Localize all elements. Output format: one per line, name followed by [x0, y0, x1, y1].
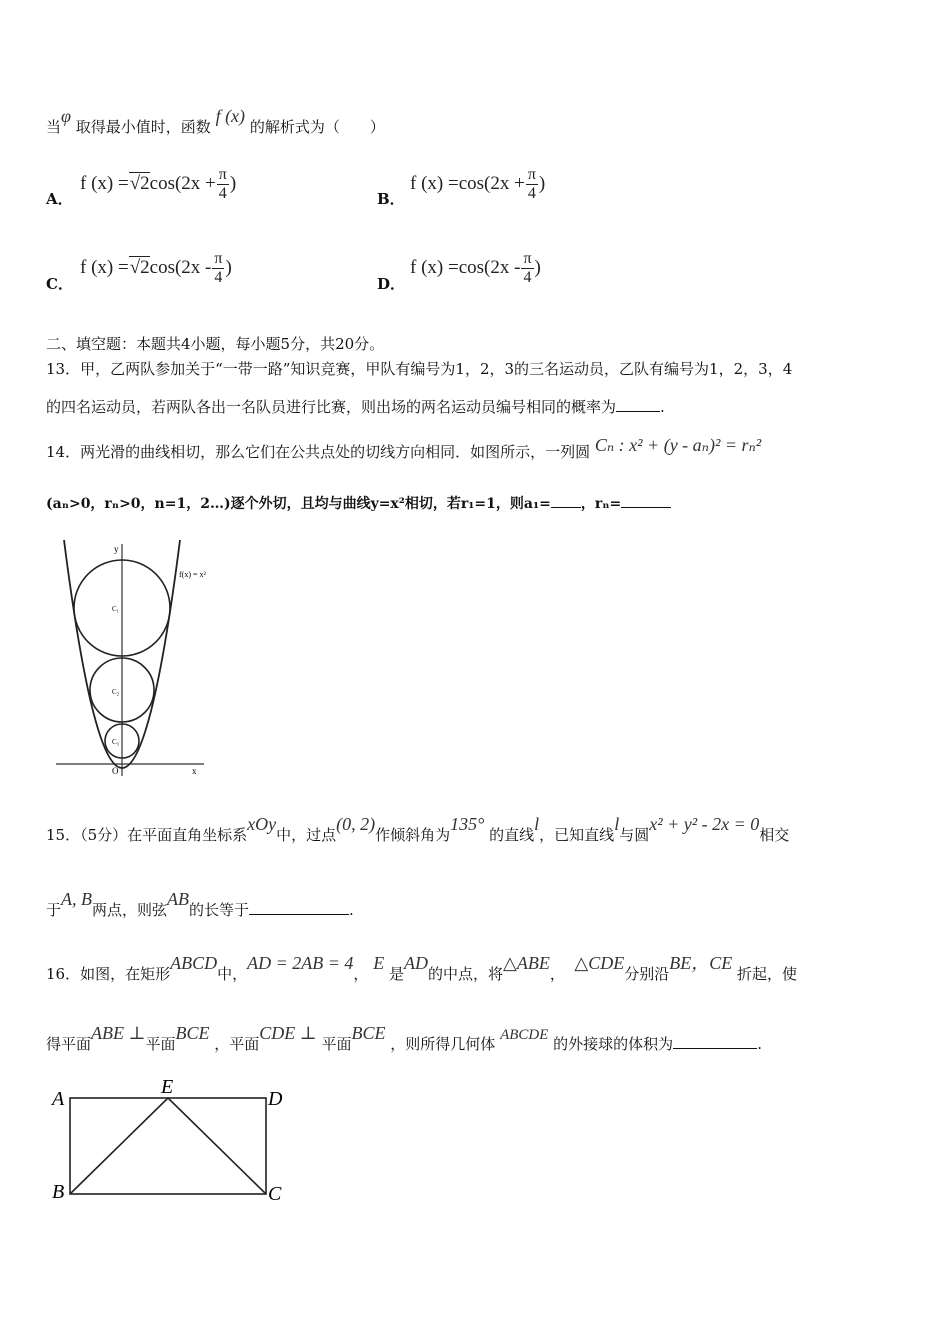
- option-label: C．: [46, 275, 73, 293]
- q12-mid: 取得最小值时，函数: [75, 118, 211, 136]
- option-formula: f (x) =cos(2x + $\frac{\pi}{4}$ ): [410, 166, 546, 202]
- label-b: B: [52, 1181, 65, 1203]
- answer-blank-rn[interactable]: [621, 507, 671, 508]
- label-e: E: [161, 1076, 174, 1098]
- q14-line1: 14．两光滑的曲线相切，那么它们在公共点处的切线方向相同．如图所示，一列圆 Cₙ : x² + (y - aₙ)² = rₙ²: [46, 435, 762, 461]
- q16-line2: 得平面ABE ⊥平面BCE ，平面CDE ⊥ 平面BCE ，则所得几何体 ABCDE 的外接球的体积为 .: [46, 1023, 762, 1053]
- q16-line1: 16．如图，在矩形ABCD中，AD = 2AB = 4， E 是AD的中点，将△ABE， △CDE分别沿BE，CE 折起，使: [46, 953, 798, 983]
- label-c: C: [268, 1183, 282, 1205]
- segment-ce: [168, 1098, 266, 1194]
- c3-label: C₃: [112, 738, 120, 746]
- q12-prefix: 当: [46, 118, 62, 136]
- option-formula: f (x) =cos(2x - $\frac{\pi}{4}$ ): [410, 250, 541, 286]
- q15-line1: 15．（5分）在平面直角坐标系xOy中，过点(0, 2)作倾斜角为135° 的直线l，已知直线l与圆x² + y² - 2x = 0相交: [46, 814, 790, 844]
- rectangle-abcd: [70, 1098, 266, 1194]
- q14-line2: (aₙ>0，rₙ>0，n=1，2…)逐个外切，且均与曲线y=x²相切，若r₁=1，则a₁= ，rₙ=: [46, 493, 671, 513]
- circle-equation: Cₙ : x² + (y - aₙ)² = rₙ²: [594, 435, 762, 455]
- curve-label: f(x) = x²: [179, 570, 206, 579]
- label-a: A: [52, 1088, 65, 1110]
- fx-symbol: f (x): [215, 106, 246, 126]
- y-label: y: [114, 544, 119, 554]
- option-formula: f (x) =√2cos(2x + $\frac{\pi}{4}$ ): [80, 166, 237, 202]
- x-label: x: [192, 766, 197, 776]
- answer-blank[interactable]: [673, 1048, 757, 1049]
- q13-line1: 13．甲，乙两队参加关于“一带一路”知识竞赛，甲队有编号为1，2，3的三名运动员，乙队有编号为1，2，3，4: [46, 360, 793, 378]
- c1-label: C₁: [112, 605, 120, 613]
- q13-line2: 的四名运动员，若两队各出一名队员进行比赛，则出场的两名运动员编号相同的概率为 .: [46, 398, 665, 416]
- section-heading: 二、填空题：本题共4小题，每小题5分，共20分。: [46, 335, 385, 353]
- option-label: D．: [377, 275, 406, 293]
- origin-label: O: [112, 766, 119, 776]
- answer-blank[interactable]: [616, 411, 660, 412]
- answer-blank[interactable]: [249, 914, 349, 915]
- q12-stem: [46, 106, 385, 137]
- rectangle-figure: [48, 1074, 298, 1209]
- phi-symbol: φ: [61, 106, 71, 126]
- c2-label: C₂: [112, 688, 120, 696]
- option-label: B．: [377, 190, 405, 208]
- option-formula: f (x) =√2cos(2x - $\frac{\pi}{4}$ ): [80, 250, 232, 286]
- segment-be: [70, 1098, 168, 1194]
- label-d: D: [268, 1088, 283, 1110]
- parabola-circles-figure: [52, 536, 212, 781]
- q12-suffix: 的解析式为（ ）: [249, 118, 385, 136]
- answer-blank-a1[interactable]: [551, 507, 581, 508]
- q15-line2: 于A, B两点，则弦AB的长等于 .: [46, 889, 354, 919]
- option-label: A．: [46, 190, 73, 208]
